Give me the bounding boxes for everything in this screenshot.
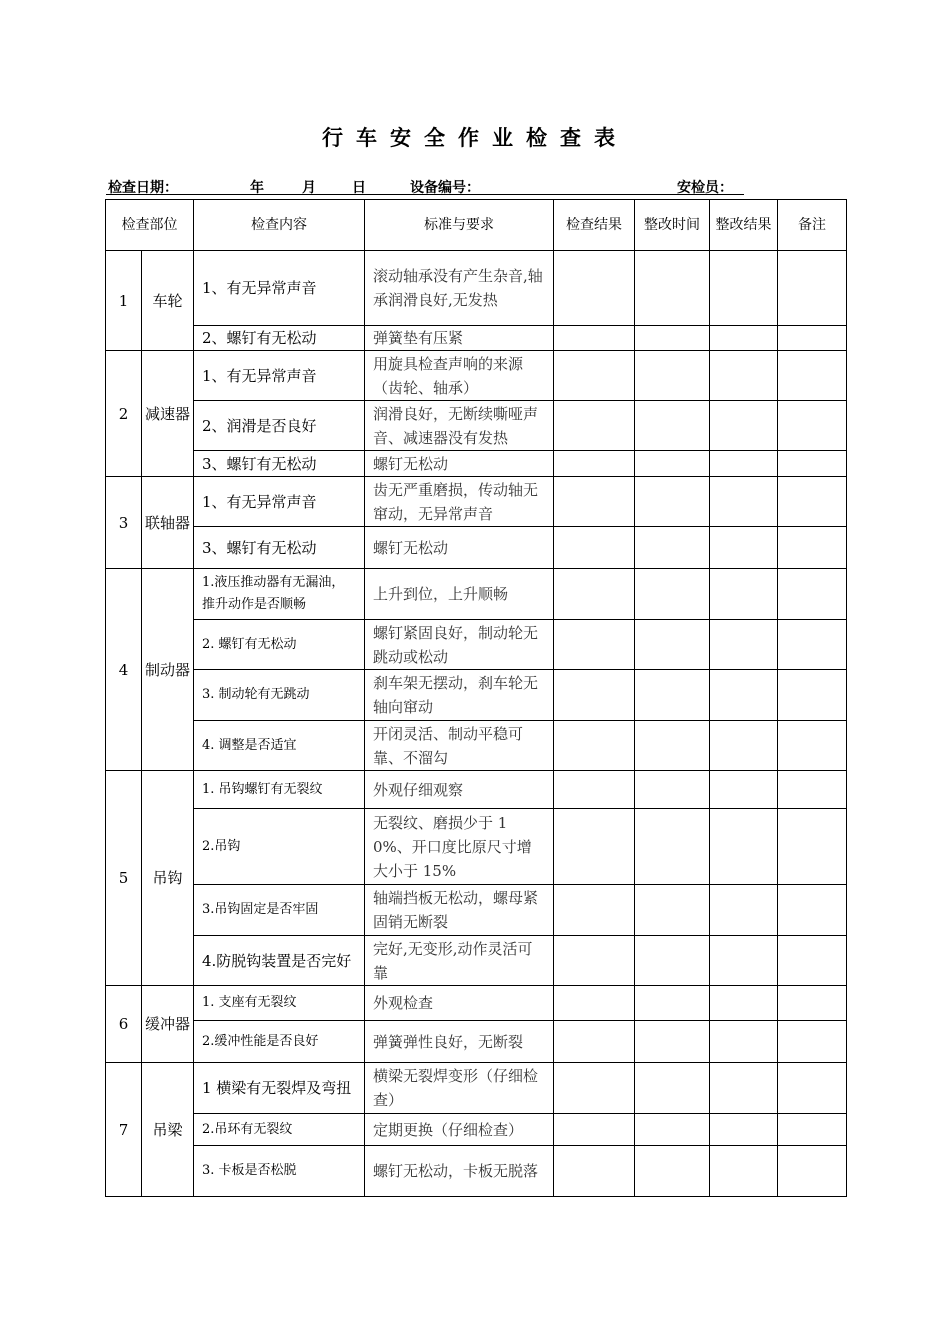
result-cell[interactable] xyxy=(554,885,635,936)
standard-requirement: 完好,无变形,动作灵活可靠 xyxy=(365,936,554,986)
standard-requirement: 开闭灵活、制动平稳可靠、不溜勾 xyxy=(365,721,554,771)
inspector-label: 安检员： xyxy=(677,180,733,196)
remark-cell[interactable] xyxy=(778,451,847,477)
section-number: 5 xyxy=(106,771,142,986)
header-remark: 备注 xyxy=(778,200,847,251)
rect-time-cell[interactable] xyxy=(635,885,710,936)
section-number: 2 xyxy=(106,351,142,477)
rect-time-cell[interactable] xyxy=(635,351,710,401)
rect-time-cell[interactable] xyxy=(635,1021,710,1063)
rect-result-cell[interactable] xyxy=(710,1021,778,1063)
result-cell[interactable] xyxy=(554,620,635,670)
table-row xyxy=(106,326,847,351)
result-cell[interactable] xyxy=(554,477,635,527)
rect-time-cell[interactable] xyxy=(635,326,710,351)
check-content: 2.缓冲性能是否良好 xyxy=(194,1021,365,1063)
table-row xyxy=(106,936,847,986)
result-cell[interactable] xyxy=(554,326,635,351)
result-cell[interactable] xyxy=(554,986,635,1021)
table-row xyxy=(106,451,847,477)
result-cell[interactable] xyxy=(554,809,635,885)
check-content: 1. 支座有无裂纹 xyxy=(194,986,365,1021)
remark-cell[interactable] xyxy=(778,986,847,1021)
result-cell[interactable] xyxy=(554,451,635,477)
table-row xyxy=(106,351,847,401)
rect-time-cell[interactable] xyxy=(635,721,710,771)
rect-result-cell[interactable] xyxy=(710,1063,778,1114)
check-content: 2.吊钩 xyxy=(194,809,365,885)
rect-result-cell[interactable] xyxy=(710,569,778,620)
table-row xyxy=(106,620,847,670)
standard-requirement: 螺钉紧固良好，制动轮无跳动或松动 xyxy=(365,620,554,670)
rect-time-cell[interactable] xyxy=(635,451,710,477)
standard-requirement: 弹簧弹性良好，无断裂 xyxy=(365,1021,554,1063)
header-row xyxy=(106,200,847,251)
result-cell[interactable] xyxy=(554,1021,635,1063)
rect-result-cell[interactable] xyxy=(710,670,778,721)
rect-time-cell[interactable] xyxy=(635,569,710,620)
check-content: 3. 卡板是否松脱 xyxy=(194,1146,365,1197)
meta-underline xyxy=(106,194,744,195)
page-title: 行车安全作业检查表 xyxy=(322,126,628,150)
standard-requirement: 滚动轴承没有产生杂音,轴承润滑良好,无发热 xyxy=(365,251,554,326)
standard-requirement: 润滑良好，无断续嘶哑声音、减速器没有发热 xyxy=(365,401,554,451)
remark-cell[interactable] xyxy=(778,326,847,351)
remark-cell[interactable] xyxy=(778,527,847,569)
header-result: 检查结果 xyxy=(554,200,635,251)
result-cell[interactable] xyxy=(554,721,635,771)
remark-cell[interactable] xyxy=(778,1114,847,1146)
standard-requirement: 螺钉无松动 xyxy=(365,451,554,477)
remark-cell[interactable] xyxy=(778,885,847,936)
check-content: 3、螺钉有无松动 xyxy=(194,451,365,477)
rect-time-cell[interactable] xyxy=(635,1063,710,1114)
section-number: 6 xyxy=(106,986,142,1063)
rect-result-cell[interactable] xyxy=(710,1114,778,1146)
table-row xyxy=(106,251,847,326)
table-row xyxy=(106,721,847,771)
check-content: 4.防脱钩装置是否完好 xyxy=(194,936,365,986)
rect-time-cell[interactable] xyxy=(635,401,710,451)
rect-time-cell[interactable] xyxy=(635,1146,710,1197)
table-row xyxy=(106,1146,847,1197)
check-content: 1、有无异常声音 xyxy=(194,251,365,326)
result-cell[interactable] xyxy=(554,1114,635,1146)
check-content: 2. 螺钉有无松动 xyxy=(194,620,365,670)
section-part: 制动器 xyxy=(142,569,194,771)
rect-result-cell[interactable] xyxy=(710,527,778,569)
rect-result-cell[interactable] xyxy=(710,885,778,936)
remark-cell[interactable] xyxy=(778,251,847,326)
standard-requirement: 外观仔细观察 xyxy=(365,771,554,809)
remark-cell[interactable] xyxy=(778,569,847,620)
remark-cell[interactable] xyxy=(778,477,847,527)
header-part: 检查部位 xyxy=(106,200,194,251)
rect-result-cell[interactable] xyxy=(710,620,778,670)
standard-requirement: 刹车架无摆动，刹车轮无轴向窜动 xyxy=(365,670,554,721)
device-number-label: 设备编号： xyxy=(410,180,480,196)
rect-result-cell[interactable] xyxy=(710,477,778,527)
standard-requirement: 螺钉无松动，卡板无脱落 xyxy=(365,1146,554,1197)
rect-time-cell[interactable] xyxy=(635,251,710,326)
result-cell[interactable] xyxy=(554,670,635,721)
standard-requirement: 横梁无裂焊变形（仔细检查） xyxy=(365,1063,554,1114)
check-content: 1、有无异常声音 xyxy=(194,477,365,527)
check-content: 3. 制动轮有无跳动 xyxy=(194,670,365,721)
remark-cell[interactable] xyxy=(778,620,847,670)
check-content: 1、有无异常声音 xyxy=(194,351,365,401)
result-cell[interactable] xyxy=(554,771,635,809)
standard-requirement: 无裂纹、磨损少于 10%、开口度比原尺寸增大小于 15% xyxy=(365,809,554,885)
check-content: 1. 吊钩螺钉有无裂纹 xyxy=(194,771,365,809)
section-number: 3 xyxy=(106,477,142,569)
remark-cell[interactable] xyxy=(778,936,847,986)
rect-result-cell[interactable] xyxy=(710,771,778,809)
section-part: 车轮 xyxy=(142,251,194,351)
result-cell[interactable] xyxy=(554,351,635,401)
check-content: 2、润滑是否良好 xyxy=(194,401,365,451)
table-body xyxy=(106,200,847,1197)
header-content: 检查内容 xyxy=(194,200,365,251)
rect-result-cell[interactable] xyxy=(710,326,778,351)
table-row xyxy=(106,1021,847,1063)
standard-requirement: 螺钉无松动 xyxy=(365,527,554,569)
result-cell[interactable] xyxy=(554,527,635,569)
rect-time-cell[interactable] xyxy=(635,809,710,885)
result-cell[interactable] xyxy=(554,936,635,986)
remark-cell[interactable] xyxy=(778,351,847,401)
table-row xyxy=(106,401,847,451)
section-part: 吊钩 xyxy=(142,771,194,986)
day-label: 日 xyxy=(352,180,366,196)
check-content: 1.液压推动器有无漏油，推升动作是否顺畅 xyxy=(194,569,365,620)
check-content: 3、螺钉有无松动 xyxy=(194,527,365,569)
remark-cell[interactable] xyxy=(778,771,847,809)
table-row xyxy=(106,885,847,936)
header-rect-result: 整改结果 xyxy=(710,200,778,251)
rect-time-cell[interactable] xyxy=(635,936,710,986)
section-number: 7 xyxy=(106,1063,142,1197)
inspection-table xyxy=(105,199,847,1197)
rect-time-cell[interactable] xyxy=(635,477,710,527)
rect-time-cell[interactable] xyxy=(635,670,710,721)
rect-result-cell[interactable] xyxy=(710,251,778,326)
section-number: 4 xyxy=(106,569,142,771)
year-label: 年 xyxy=(250,180,264,196)
check-content: 2.吊环有无裂纹 xyxy=(194,1114,365,1146)
table-row xyxy=(106,670,847,721)
standard-requirement: 上升到位，上升顺畅 xyxy=(365,569,554,620)
remark-cell[interactable] xyxy=(778,1146,847,1197)
rect-time-cell[interactable] xyxy=(635,527,710,569)
rect-result-cell[interactable] xyxy=(710,809,778,885)
result-cell[interactable] xyxy=(554,569,635,620)
remark-cell[interactable] xyxy=(778,1063,847,1114)
remark-cell[interactable] xyxy=(778,721,847,771)
standard-requirement: 用旋具检查声响的来源（齿轮、轴承） xyxy=(365,351,554,401)
rect-result-cell[interactable] xyxy=(710,401,778,451)
section-part: 吊梁 xyxy=(142,1063,194,1197)
remark-cell[interactable] xyxy=(778,401,847,451)
rect-result-cell[interactable] xyxy=(710,351,778,401)
remark-cell[interactable] xyxy=(778,1021,847,1063)
rect-result-cell[interactable] xyxy=(710,936,778,986)
table-row xyxy=(106,569,847,620)
table-row xyxy=(106,986,847,1021)
rect-time-cell[interactable] xyxy=(635,1114,710,1146)
result-cell[interactable] xyxy=(554,1063,635,1114)
table-row xyxy=(106,809,847,885)
rect-time-cell[interactable] xyxy=(635,771,710,809)
standard-requirement: 定期更换（仔细检查） xyxy=(365,1114,554,1146)
result-cell[interactable] xyxy=(554,251,635,326)
table-row xyxy=(106,1063,847,1114)
rect-result-cell[interactable] xyxy=(710,986,778,1021)
section-part: 减速器 xyxy=(142,351,194,477)
table-row xyxy=(106,1114,847,1146)
remark-cell[interactable] xyxy=(778,809,847,885)
standard-requirement: 弹簧垫有压紧 xyxy=(365,326,554,351)
result-cell[interactable] xyxy=(554,1146,635,1197)
rect-result-cell[interactable] xyxy=(710,721,778,771)
header-rect-time: 整改时间 xyxy=(635,200,710,251)
check-content: 2、螺钉有无松动 xyxy=(194,326,365,351)
remark-cell[interactable] xyxy=(778,670,847,721)
table-row xyxy=(106,527,847,569)
rect-time-cell[interactable] xyxy=(635,620,710,670)
standard-requirement: 轴端挡板无松动，螺母紧固销无断裂 xyxy=(365,885,554,936)
table-row xyxy=(106,477,847,527)
standard-requirement: 外观检查 xyxy=(365,986,554,1021)
section-part: 缓冲器 xyxy=(142,986,194,1063)
section-part: 联轴器 xyxy=(142,477,194,569)
check-content: 3.吊钩固定是否牢固 xyxy=(194,885,365,936)
header-standard: 标准与要求 xyxy=(365,200,554,251)
rect-result-cell[interactable] xyxy=(710,451,778,477)
section-number: 1 xyxy=(106,251,142,351)
standard-requirement: 齿无严重磨损，传动轴无窜动，无异常声音 xyxy=(365,477,554,527)
check-content: 1 横梁有无裂焊及弯扭 xyxy=(194,1063,365,1114)
check-content: 4. 调整是否适宜 xyxy=(194,721,365,771)
rect-time-cell[interactable] xyxy=(635,986,710,1021)
inspection-date-label: 检查日期： xyxy=(108,180,178,196)
table-row xyxy=(106,771,847,809)
result-cell[interactable] xyxy=(554,401,635,451)
rect-result-cell[interactable] xyxy=(710,1146,778,1197)
month-label: 月 xyxy=(302,180,316,196)
